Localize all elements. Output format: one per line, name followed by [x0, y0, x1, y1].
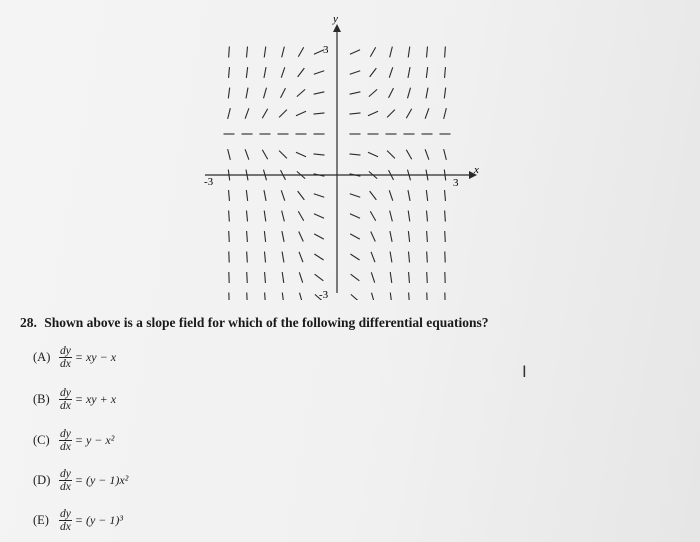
slope-segment: [426, 67, 427, 78]
equation-rhs: = (y − 1)³: [74, 513, 123, 527]
question-28: [20, 315, 489, 331]
slope-segment: [264, 231, 265, 242]
slope-segment: [426, 190, 427, 201]
slope-segment: [408, 190, 410, 201]
fraction-denominator: dx: [60, 400, 71, 412]
choice-letter: (C): [33, 433, 50, 447]
slope-segment: [314, 92, 325, 94]
slope-segment: [390, 272, 392, 283]
fraction-denominator: dx: [60, 521, 71, 533]
derivative-fraction: [59, 345, 72, 370]
slope-segment: [247, 252, 248, 263]
slope-segment: [247, 293, 248, 300]
derivative-fraction: [59, 428, 72, 453]
slope-segment: [296, 111, 306, 115]
slope-segment: [229, 47, 230, 58]
choice-c[interactable]: [33, 428, 114, 453]
fraction-denominator: dx: [60, 358, 71, 370]
slope-segment: [229, 67, 230, 78]
slope-segment: [351, 294, 359, 300]
fraction-numerator: dy: [60, 468, 71, 480]
slope-segment: [282, 252, 284, 263]
slope-segment: [247, 211, 248, 222]
slope-segment: [371, 272, 374, 282]
question-number: 28.: [20, 315, 37, 330]
x-tick-right-label: 3: [453, 177, 459, 189]
slope-segment: [264, 67, 266, 78]
slope-segment: [264, 47, 266, 58]
slope-segment: [445, 211, 446, 222]
text-ibeam-icon: I: [522, 362, 527, 381]
fraction-denominator: dx: [60, 481, 71, 493]
slope-segment: [314, 234, 324, 239]
slope-segment: [246, 88, 248, 99]
slope-segment: [444, 108, 447, 119]
choice-b[interactable]: [33, 387, 116, 412]
slope-segment: [350, 154, 361, 155]
slope-segment: [408, 47, 410, 58]
slope-segment: [350, 214, 360, 218]
slope-segment: [281, 88, 286, 98]
slope-segment: [264, 190, 266, 201]
slope-segment: [282, 293, 283, 300]
slope-segment: [350, 254, 359, 260]
derivative-fraction: [59, 468, 72, 493]
slope-segment: [445, 67, 446, 78]
x-tick-left-label: -3: [204, 176, 214, 188]
slope-segment: [407, 88, 410, 99]
slope-segment: [350, 194, 360, 197]
slope-segment: [299, 272, 302, 282]
question-text: Shown above is a slope field for which of the following differential equations?: [44, 315, 489, 330]
slope-segment: [247, 47, 248, 58]
slope-segment: [427, 272, 428, 283]
fraction-numerator: dy: [60, 508, 71, 520]
slope-segment: [263, 88, 266, 99]
slope-segment: [296, 152, 306, 156]
slope-segment: [351, 274, 360, 281]
slope-segment: [370, 211, 375, 221]
slope-segment: [350, 113, 361, 114]
slope-segment: [264, 211, 266, 222]
slope-segment: [281, 67, 285, 77]
choice-e[interactable]: [33, 508, 123, 533]
slope-segment: [297, 89, 305, 96]
slope-segment: [228, 149, 231, 160]
slope-segment: [245, 149, 249, 159]
slope-segment: [427, 47, 428, 58]
slope-segment: [370, 191, 377, 200]
slope-segment: [408, 252, 409, 263]
slope-segment: [445, 231, 446, 242]
slope-segment: [282, 231, 284, 242]
slope-segment: [406, 109, 411, 119]
slope-segment: [408, 231, 409, 242]
slope-segment: [369, 89, 377, 96]
slope-segment: [350, 50, 360, 54]
slope-segment: [387, 110, 395, 118]
slope-segment: [368, 111, 378, 115]
choice-letter: (A): [33, 350, 51, 364]
slope-segment: [299, 293, 302, 300]
slope-segment: [390, 252, 392, 263]
y-tick-bottom-label: -3: [319, 289, 329, 300]
slope-segment: [265, 293, 266, 300]
fraction-numerator: dy: [60, 345, 71, 357]
slope-segment: [390, 293, 391, 300]
slope-segment: [315, 274, 324, 281]
slope-segment: [350, 234, 360, 239]
slope-segment: [314, 254, 323, 260]
slope-segment: [444, 88, 445, 99]
slope-segment: [350, 71, 360, 74]
y-axis-label: y: [333, 13, 338, 25]
slope-segment: [368, 152, 378, 156]
slope-segment: [299, 231, 304, 241]
slope-segment: [314, 194, 324, 197]
slope-segment: [228, 88, 229, 99]
slope-segment: [390, 231, 392, 242]
slope-segment: [387, 151, 395, 159]
slope-segment: [229, 190, 230, 201]
derivative-fraction: [59, 508, 72, 533]
fraction-denominator: dx: [60, 441, 71, 453]
fraction-numerator: dy: [60, 387, 71, 399]
slope-segment: [247, 272, 248, 283]
equation-rhs: = (y − 1)x²: [74, 473, 129, 487]
slope-segment: [281, 190, 285, 200]
slope-segment: [282, 47, 285, 58]
slope-segment: [262, 150, 267, 160]
equation-rhs: = xy + x: [74, 392, 117, 406]
slope-segment: [298, 47, 303, 57]
slope-segment: [389, 190, 393, 200]
slope-segment: [445, 47, 446, 58]
slope-segment: [409, 272, 410, 283]
choice-a[interactable]: [33, 345, 116, 370]
slope-segment: [298, 68, 305, 77]
equation-rhs: = xy − x: [74, 350, 117, 364]
slope-segment: [427, 293, 428, 300]
slope-segment: [265, 272, 266, 283]
slope-segment: [229, 231, 230, 242]
fraction-numerator: dy: [60, 428, 71, 440]
slope-segment: [427, 211, 428, 222]
choice-letter: (E): [33, 513, 49, 527]
slope-segment: [246, 67, 247, 78]
slope-segment: [371, 231, 376, 241]
slope-segment: [279, 110, 287, 118]
slope-segment: [409, 293, 410, 300]
slope-field-graph: [195, 10, 495, 300]
slope-segment: [245, 108, 249, 118]
slope-segment: [370, 47, 375, 57]
slope-segment: [444, 149, 447, 160]
slope-segment: [229, 211, 230, 222]
slope-segment: [445, 190, 446, 201]
slope-segment: [298, 211, 303, 221]
slope-segment: [314, 154, 325, 155]
slope-segment: [427, 252, 428, 263]
slope-segment: [298, 191, 305, 200]
slope-segment: [279, 151, 287, 159]
slope-segment: [406, 150, 411, 160]
slope-segment: [282, 211, 285, 222]
derivative-fraction: [59, 387, 72, 412]
slope-segment: [350, 92, 361, 94]
slope-segment: [262, 109, 267, 119]
slope-segment: [264, 252, 265, 263]
slope-segment: [247, 231, 248, 242]
slope-segment: [228, 108, 231, 119]
slope-segment: [282, 272, 284, 283]
slope-segment: [299, 252, 303, 262]
choice-letter: (D): [33, 473, 51, 487]
slope-segment: [425, 108, 429, 118]
x-axis-label: x: [474, 164, 479, 176]
slope-segment: [371, 293, 374, 300]
slope-segment: [390, 211, 393, 222]
slope-segment: [426, 88, 428, 99]
slope-segment: [408, 211, 410, 222]
equation-rhs: = y − x²: [74, 433, 115, 447]
slope-segment: [370, 68, 377, 77]
slope-segment: [427, 231, 428, 242]
slope-segment: [314, 214, 324, 218]
y-axis-arrow: [333, 24, 341, 32]
slope-segment: [390, 47, 393, 58]
slope-segment: [314, 113, 325, 114]
slope-segment: [389, 88, 394, 98]
choice-d[interactable]: [33, 468, 128, 493]
slope-segment: [371, 252, 375, 262]
slope-segment: [408, 67, 410, 78]
slope-segment: [425, 149, 429, 159]
slope-segment: [389, 67, 393, 77]
slope-segment: [314, 71, 324, 74]
choice-letter: (B): [33, 392, 50, 406]
slope-segment: [246, 190, 247, 201]
y-tick-top-label: 3: [323, 44, 329, 56]
